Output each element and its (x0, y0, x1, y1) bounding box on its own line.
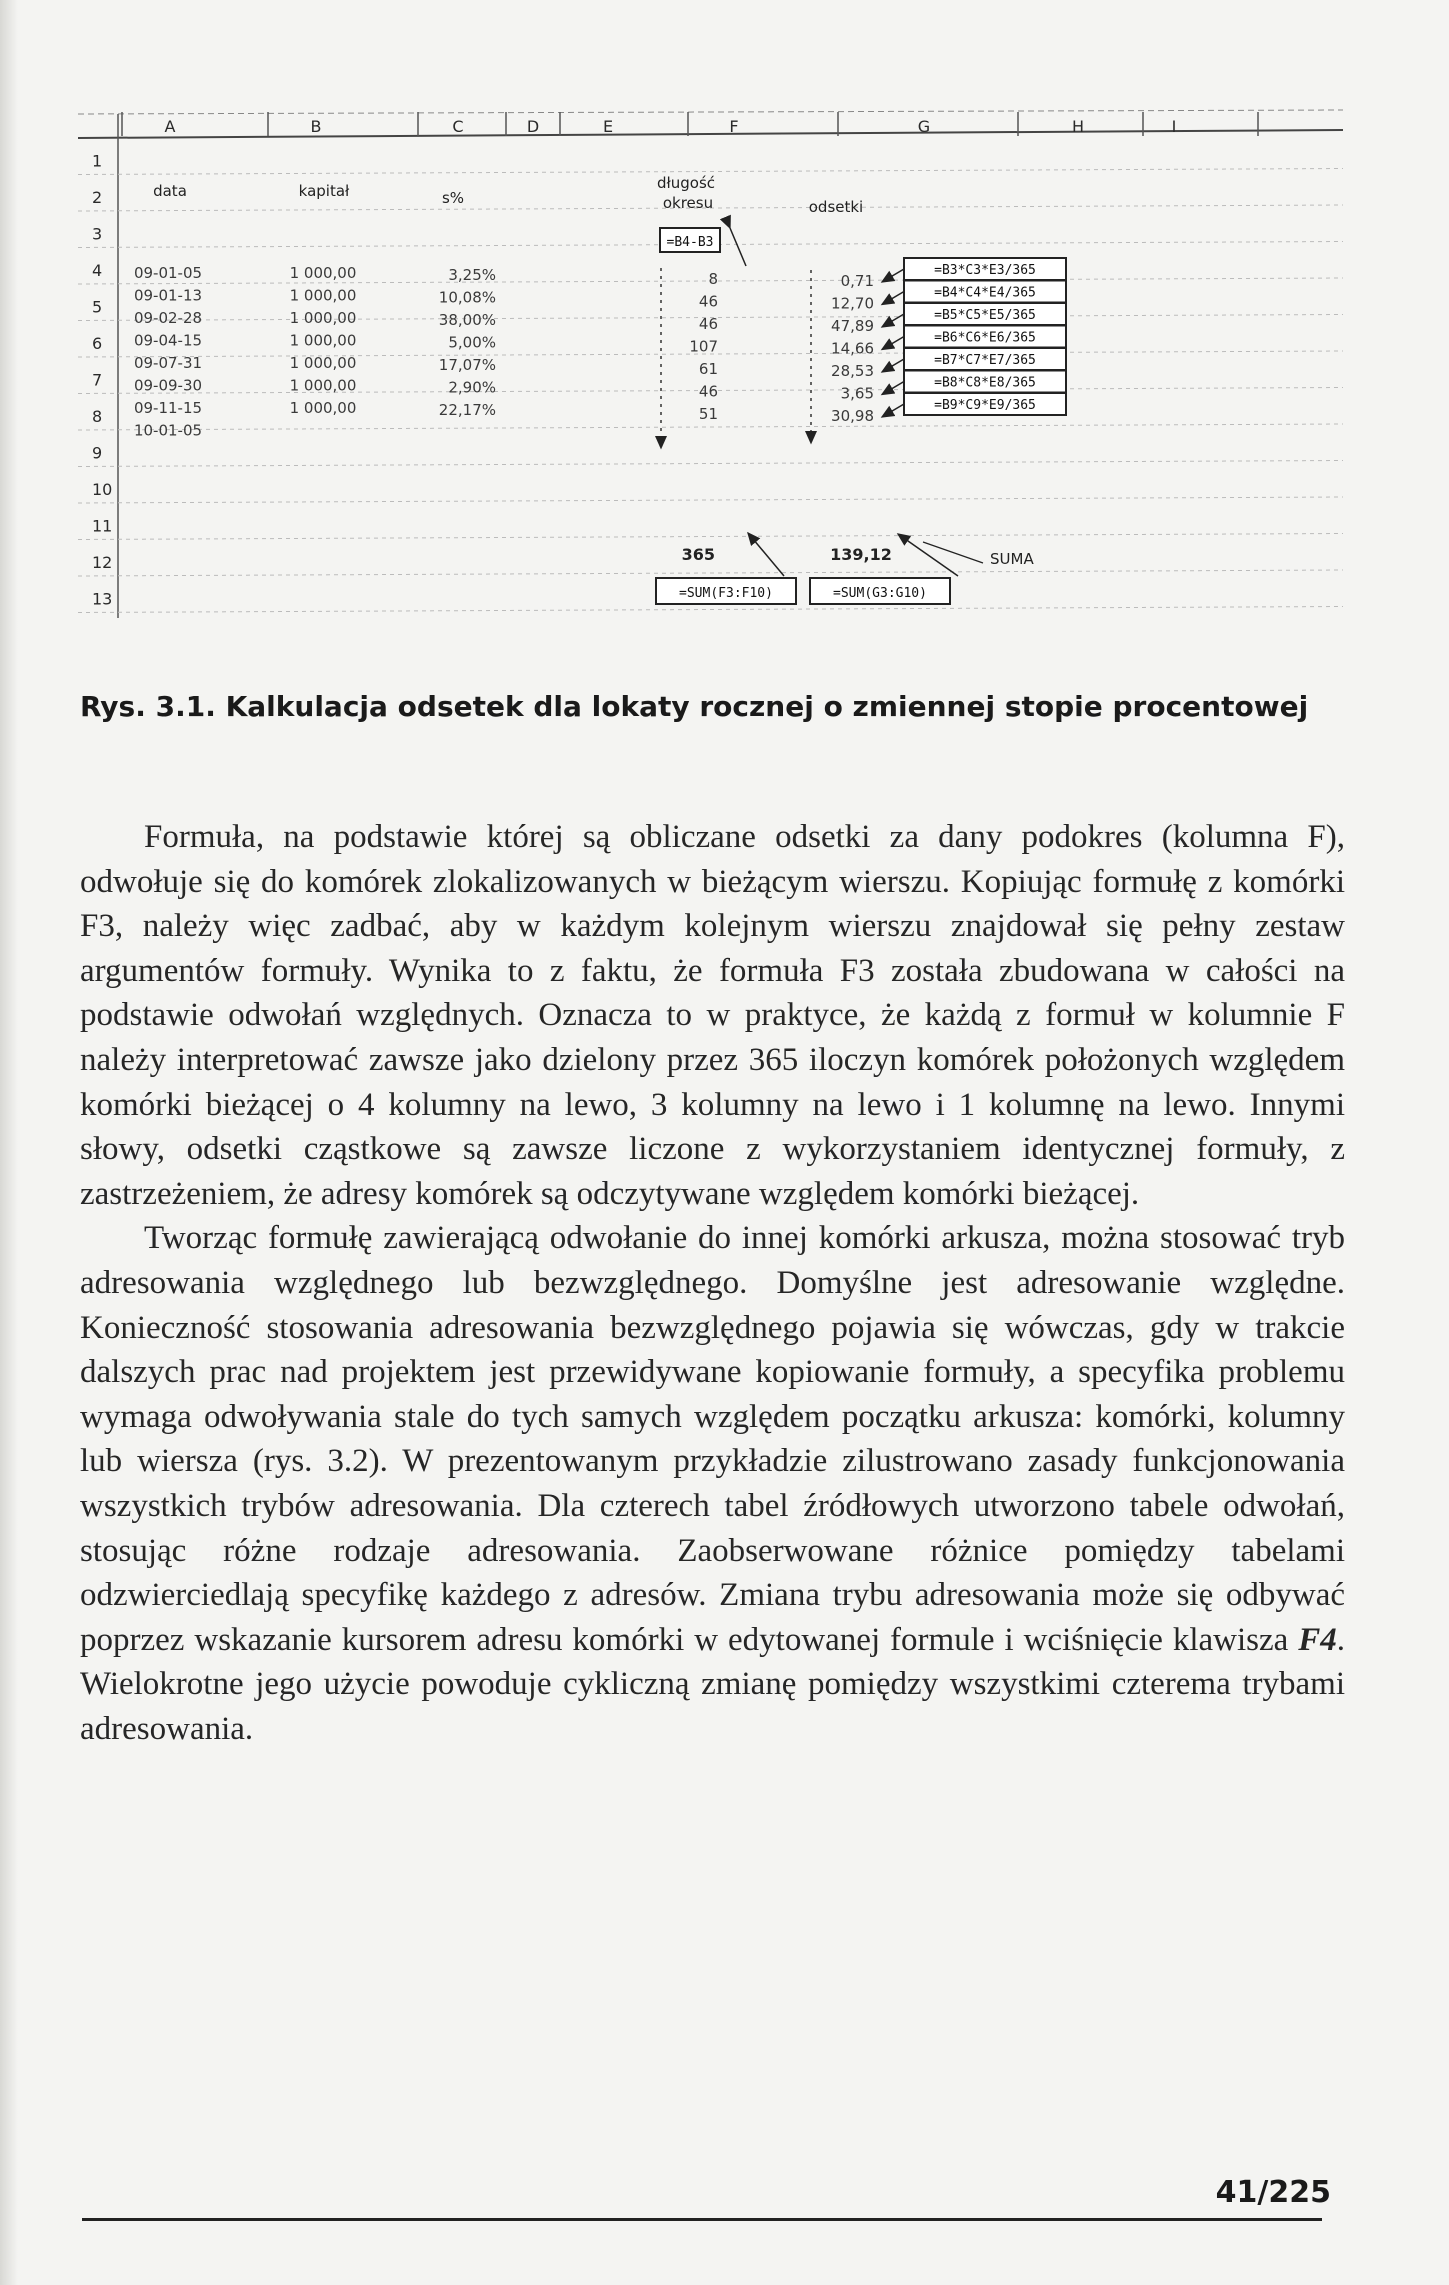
cell-odsetki: 28,53 (831, 362, 874, 380)
cell-data: 10-01-05 (133, 421, 203, 440)
row-number: 13 (92, 589, 113, 609)
cell-stopa: 5,00% (448, 333, 496, 352)
cell-stopa: 10,08% (438, 288, 496, 307)
header-okres-line1: długość (656, 174, 716, 192)
header-okres-line2: okresu (662, 194, 714, 212)
formula-arrow (882, 359, 904, 372)
row-number: 12 (92, 553, 113, 572)
cell-kapital: 1 000,00 (289, 286, 357, 305)
column-header: A (164, 117, 176, 136)
cell-data: 09-11-15 (133, 399, 203, 417)
cell-kapital: 1 000,00 (289, 309, 357, 327)
paragraph-2 (80, 1216, 1345, 1751)
formula-text: =B5*C5*E5/365 (934, 308, 1036, 323)
footer-rule (82, 2218, 1322, 2221)
cell-okres: 46 (698, 382, 718, 401)
cell-kapital: 1 000,00 (289, 399, 357, 417)
paragraph-2-tail: . Wielokrotne jego użycie powoduje cykliczną zmianę pomiędzy wszystkimi czterema trybami adresowania. (80, 1621, 1345, 1747)
cell-odsetki: 14,66 (831, 339, 874, 358)
cell-data: 09-07-31 (133, 354, 203, 372)
key-f4: F4 (1298, 1621, 1337, 1658)
row-number: 7 (92, 370, 103, 390)
formula-arrow (882, 404, 904, 417)
cell-data: 09-01-13 (133, 286, 203, 305)
cell-odsetki: 0,71 (840, 272, 874, 290)
sum-odsetki: 139,12 (830, 545, 892, 564)
cell-odsetki: 3,65 (840, 384, 874, 403)
row-number: 8 (92, 407, 103, 426)
formula-text: =B3*C3*E3/365 (934, 263, 1036, 278)
sum-label: SUMA (990, 550, 1034, 568)
row-number: 2 (92, 188, 103, 207)
suma-pointer (923, 542, 983, 563)
cell-odsetki: 30,98 (831, 407, 874, 425)
row-number: 5 (92, 297, 103, 317)
row-number: 4 (92, 261, 103, 280)
cell-stopa: 38,00% (438, 311, 496, 329)
row-number: 3 (92, 224, 103, 244)
sum-odsetki-formula: =SUM(G3:G10) (833, 586, 927, 601)
cell-data: 09-02-28 (133, 309, 203, 327)
cell-data: 09-01-05 (133, 264, 203, 282)
row-number: 6 (92, 334, 103, 353)
cell-data: 09-04-15 (133, 331, 203, 350)
column-header: B (310, 117, 322, 136)
row-gridline (78, 461, 1343, 467)
cell-stopa: 22,17% (438, 401, 496, 419)
cell-kapital: 1 000,00 (289, 331, 357, 350)
okres-formula: =B4-B3 (666, 235, 714, 250)
cell-okres: 107 (689, 337, 718, 356)
row-number: 11 (92, 516, 113, 536)
row-number: 10 (92, 480, 113, 499)
formula-arrow (882, 292, 904, 305)
cell-okres: 8 (708, 270, 718, 288)
row-gridline (78, 497, 1343, 503)
formula-text: =B9*C9*E9/365 (934, 398, 1036, 413)
formula-text: =B7*C7*E7/365 (934, 353, 1036, 368)
formula-arrow (882, 314, 904, 327)
header-data: data (153, 182, 187, 200)
cell-kapital: 1 000,00 (289, 376, 357, 395)
figure-caption: Rys. 3.1. Kalkulacja odsetek dla lokaty rocznej o zmiennej stopie procentowej (80, 690, 1309, 723)
sum-okres-formula: =SUM(F3:F10) (679, 586, 773, 601)
cell-odsetki: 47,89 (831, 317, 874, 335)
column-header: C (452, 117, 464, 136)
column-header: G (917, 117, 931, 136)
formula-text: =B8*C8*E8/365 (934, 375, 1036, 391)
cell-stopa: 3,25% (448, 266, 496, 284)
header-kapital: kapitał (298, 182, 350, 200)
column-header: H (1071, 117, 1085, 136)
row-gridline (78, 607, 1343, 613)
cell-data: 09-09-30 (133, 376, 203, 395)
formula-text: =B4*C4*E4/365 (934, 285, 1036, 301)
row-gridline (78, 570, 1343, 576)
column-header: D (526, 117, 540, 136)
paragraph-1: Formuła, na podstawie której są obliczane odsetki za dany podokres (kolumna F), odwołuje się do komórek zlokalizowanych w bieżącym wierszu. Kopiując formułę z komórki F3, należy więc zadbać, aby w każdym kolejnym wierszu znajdował się pełny zestaw argumentów formuły. Wynika to z faktu, że formuła F3 została zbudowana w całości na podstawie odwołań względnych. Oznacza to w praktyce, że każdą z formuł w kolumnie F należy interpretować zawsze jako dzielony przez 365 iloczyn komórek położonych względem komórki bieżącej o 4 kolumny na lewo, 3 kolumny na lewo i 1 kolumnę na lewo. Innymi słowy, odsetki cząstkowe są zawsze liczone z wykorzystaniem identycznej formuły, z zastrzeżeniem, że adresy komórek są odczytywane względem komórki bieżącej. (80, 819, 1345, 1212)
cell-stopa: 2,90% (448, 378, 496, 397)
sum-odsetki-arrow (898, 534, 958, 576)
column-header: I (1171, 117, 1177, 136)
spreadsheet-figure (78, 108, 1343, 618)
sum-okres: 365 (681, 545, 715, 564)
header-odsetki: odsetki (808, 198, 864, 216)
row-gridline (78, 534, 1343, 540)
column-header: E (602, 117, 614, 136)
cell-okres: 61 (698, 360, 718, 378)
cell-kapital: 1 000,00 (289, 354, 357, 372)
sum-okres-arrow (748, 533, 784, 576)
formula-arrow (882, 382, 904, 395)
cell-okres: 46 (698, 315, 718, 333)
column-header: F (729, 117, 739, 136)
cell-okres: 46 (698, 292, 718, 311)
cell-okres: 51 (698, 405, 718, 423)
formula-arrow (882, 269, 904, 282)
cell-stopa: 17,07% (438, 356, 496, 374)
paragraph-2-text: Tworząc formułę zawierającą odwołanie do innej komórki arkusza, można stosować tryb adresowania względnego lub bezwzględnego. Domyślne jest adresowanie względne. Konieczność stosowania adresowania bezwzględnego pojawia się wówczas, gdy w trakcie dalszych prac nad projektem jest przewidywane kopiowanie formuły, a specyfika problemu wymaga odwoływania stale do tych samych względem początku arkusza: komórki, kolumny lub wiersza (rys. 3.2). W prezentowanym przykładzie zilustrowano zasady funkcjonowania wszystkich trybów adresowania. Dla czterech tabel źródłowych utworzono tabele odwołań, stosując różne rodzaje adresowania. Zaobserwowane różnice pomiędzy tabelami odzwierciedlają specyfikę każdego z adresów. Zmiana trybu adresowania może się odbywać poprzez wskazanie kursorem adresu komórki w edytowanej formule i wciśnięcie klawisza (80, 1220, 1345, 1658)
formula-arrow (882, 337, 904, 350)
okres-formula-arrow (730, 228, 746, 266)
cell-kapital: 1 000,00 (289, 264, 357, 282)
cell-odsetki: 12,70 (831, 294, 874, 313)
body-text (80, 815, 1345, 1751)
row-number: 1 (92, 151, 103, 171)
row-number: 9 (92, 443, 103, 463)
page-edge-shadow (0, 0, 18, 2285)
page-number: 41/225 (1215, 2175, 1331, 2210)
row-gridline (78, 424, 1343, 430)
header-stopa: s% (441, 189, 465, 207)
formula-text: =B6*C6*E6/365 (934, 330, 1036, 346)
